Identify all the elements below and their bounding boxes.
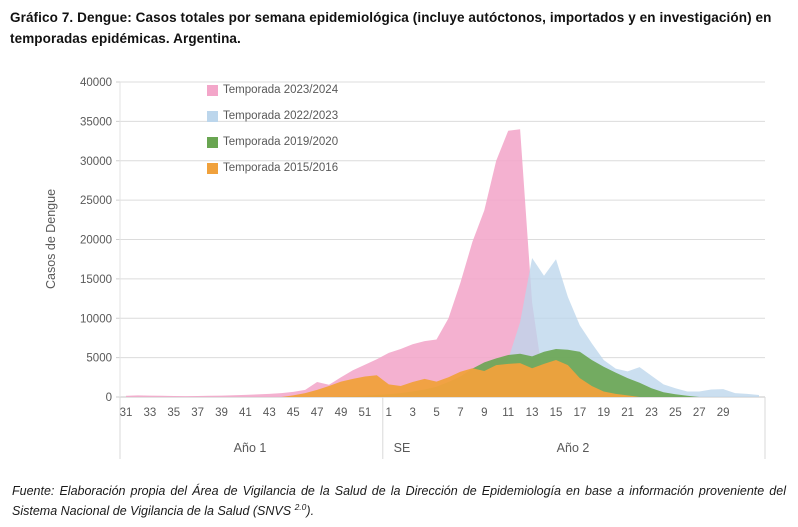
y-tick-label: 15000 (80, 273, 112, 286)
legend-swatch-icon (207, 111, 218, 122)
x-group-label-ano2: Año 2 (556, 441, 590, 455)
x-tick-label: 41 (239, 407, 252, 419)
x-tick-label: 49 (334, 407, 348, 419)
x-tick-label: 19 (597, 407, 611, 419)
x-tick-label: 43 (262, 407, 276, 419)
x-tick-label: 25 (668, 407, 682, 419)
y-tick-label: 30000 (80, 155, 112, 168)
source-text: Fuente: Elaboración propia del Área de Vigilancia de la Salud de la Dirección de Epidemiología en base a información proveniente del Sistema Nacional de Vigilancia de la Salud (SNVS (12, 484, 786, 519)
x-tick-label: 39 (215, 407, 228, 419)
y-tick-label: 25000 (80, 195, 112, 208)
x-tick-label: 15 (549, 407, 563, 419)
x-tick-label: 37 (191, 407, 205, 419)
x-tick-label: 13 (525, 407, 539, 419)
x-tick-label: 17 (573, 407, 587, 419)
legend-swatch-icon (207, 137, 218, 148)
legend-swatch-icon (207, 85, 218, 96)
x-tick-label: 31 (119, 407, 133, 419)
legend-label: Temporada 2015/2016 (223, 162, 339, 174)
x-group-label-ano1: Año 1 (233, 441, 267, 455)
x-tick-label: 7 (457, 407, 464, 419)
x-tick-label: 33 (143, 407, 157, 419)
x-tick-label: 21 (621, 407, 635, 419)
chart-container (40, 68, 790, 470)
legend-label: Temporada 2022/2023 (223, 110, 339, 122)
x-tick-label: 23 (645, 407, 658, 419)
y-tick-label: 5000 (86, 352, 112, 365)
legend-item (207, 77, 338, 103)
y-axis-title: Casos de Dengue (44, 188, 58, 290)
legend-label: Temporada 2023/2024 (223, 84, 339, 96)
legend-swatch-icon (207, 163, 218, 174)
y-tick-label: 20000 (80, 234, 112, 247)
y-tick-label: 35000 (80, 116, 112, 129)
x-tick-label: 1 (385, 407, 392, 419)
y-tick-label: 10000 (80, 313, 112, 326)
legend-item (207, 129, 338, 155)
y-tick-label: 0 (105, 392, 112, 404)
legend-label: Temporada 2019/2020 (223, 136, 339, 148)
chart-legend (207, 77, 338, 181)
legend-item (207, 155, 338, 181)
x-tick-label: 45 (286, 407, 300, 419)
y-tick-label: 40000 (80, 77, 112, 89)
x-tick-label: 35 (167, 407, 181, 419)
chart-title: Gráfico 7. Dengue: Casos totales por semana epidemiológica (incluye autóctonos, importados y en investigación) en temporadas epidémicas. Argentina. (10, 10, 772, 46)
x-tick-label: 51 (358, 407, 372, 419)
x-group-label-se: SE (393, 441, 411, 455)
x-tick-label: 5 (433, 407, 440, 419)
x-tick-label: 27 (692, 407, 706, 419)
x-tick-label: 9 (481, 407, 488, 419)
x-tick-label: 29 (716, 407, 730, 419)
legend-item (207, 103, 338, 129)
source-tail: ). (306, 504, 315, 519)
x-tick-label: 47 (310, 407, 324, 419)
source-superscript: 2.0 (294, 502, 307, 513)
source-note (12, 482, 786, 522)
x-tick-label: 11 (502, 407, 515, 419)
x-tick-label: 3 (409, 407, 416, 419)
dengue-area-chart (40, 68, 790, 470)
